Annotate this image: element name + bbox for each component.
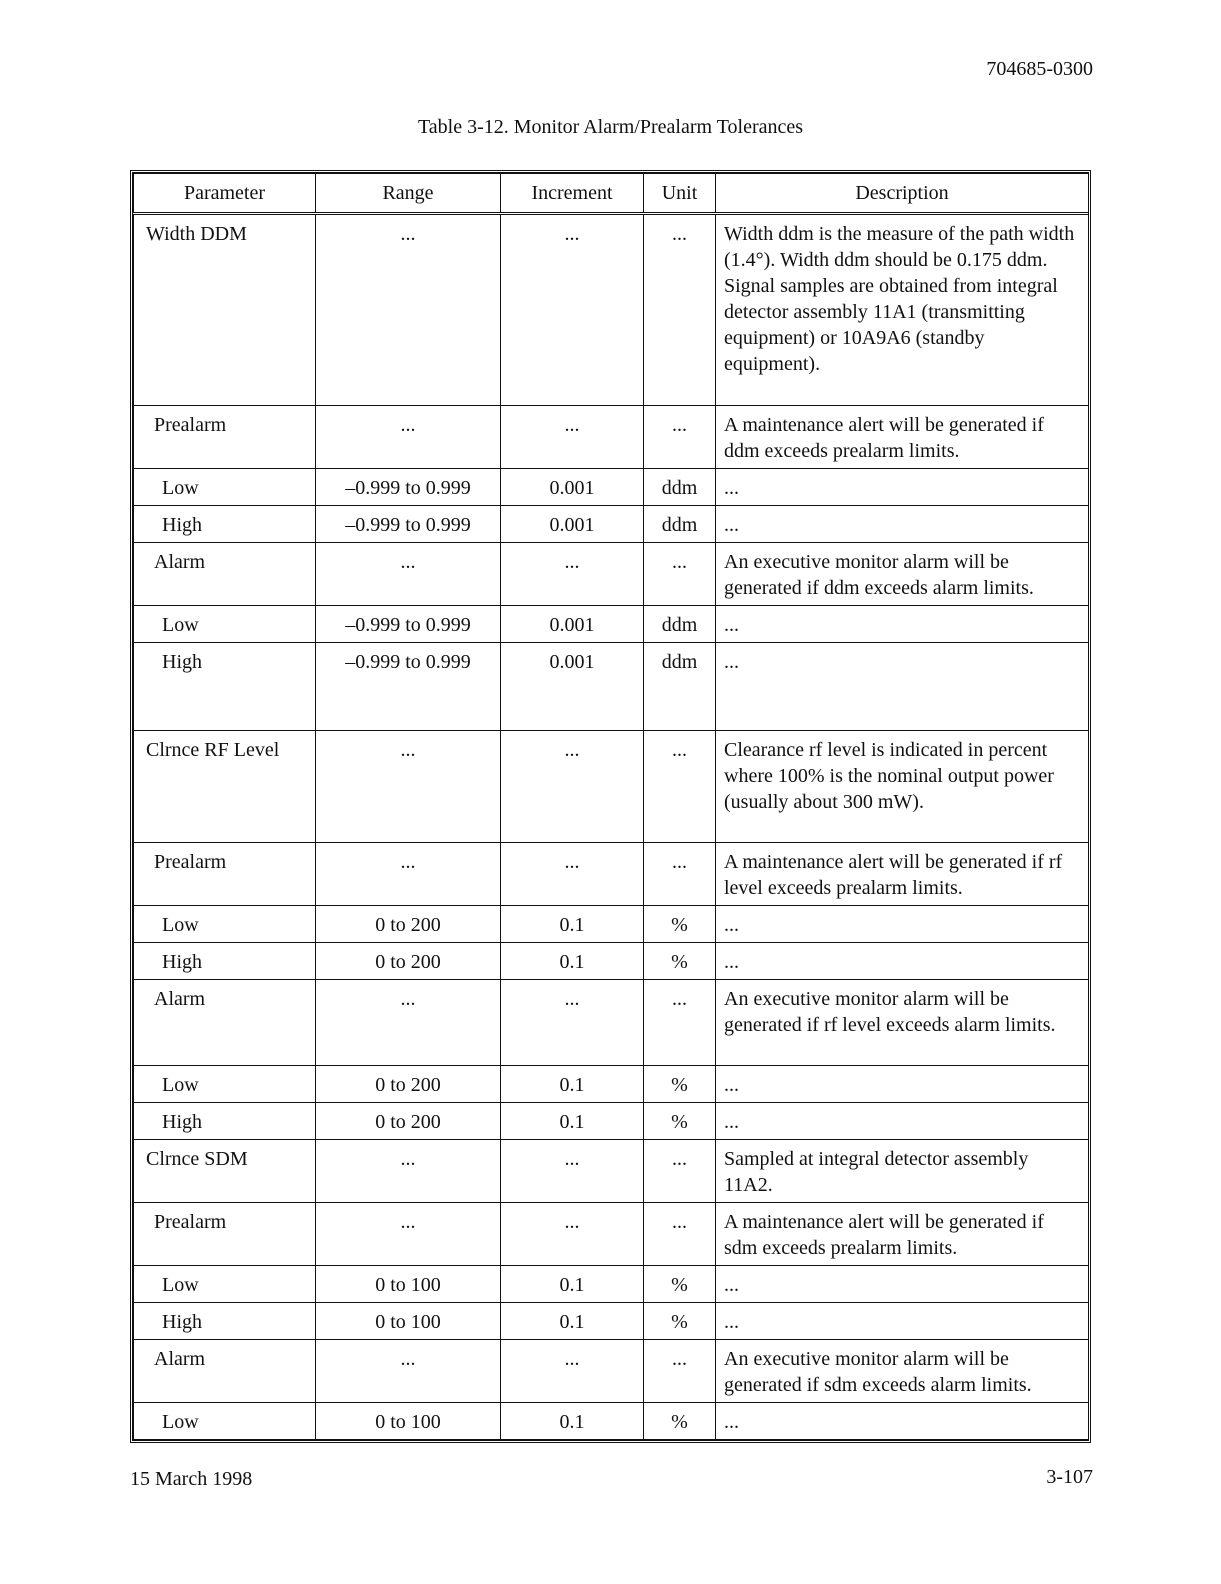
cell-unit: ... bbox=[644, 1340, 716, 1403]
cell-unit: ... bbox=[644, 543, 716, 606]
cell-description: A maintenance alert will be generated if rf level exceeds prealarm limits. bbox=[716, 843, 1089, 906]
cell-unit: % bbox=[644, 1266, 716, 1303]
column-header-unit: Unit bbox=[644, 174, 716, 214]
table-row bbox=[134, 1340, 1089, 1403]
column-header-range: Range bbox=[316, 174, 501, 214]
cell-increment: ... bbox=[501, 214, 644, 406]
cell-unit: % bbox=[644, 1066, 716, 1103]
cell-increment: 0.1 bbox=[501, 1066, 644, 1103]
table-row bbox=[134, 1203, 1089, 1266]
cell-description: An executive monitor alarm will be generated if rf level exceeds alarm limits. bbox=[716, 980, 1089, 1066]
cell-range: ... bbox=[316, 1203, 501, 1266]
column-header-description: Description bbox=[716, 174, 1089, 214]
table-row bbox=[134, 606, 1089, 643]
table-header-row bbox=[134, 174, 1089, 214]
table-row bbox=[134, 214, 1089, 406]
cell-increment: ... bbox=[501, 980, 644, 1066]
cell-parameter: Clrnce RF Level bbox=[134, 731, 316, 843]
cell-description: A maintenance alert will be generated if ddm exceeds prealarm limits. bbox=[716, 406, 1089, 469]
cell-range: –0.999 to 0.999 bbox=[316, 469, 501, 506]
table-row bbox=[134, 1303, 1089, 1340]
cell-increment: ... bbox=[501, 406, 644, 469]
cell-parameter: High bbox=[134, 643, 316, 731]
cell-description: ... bbox=[716, 1403, 1089, 1440]
cell-description: ... bbox=[716, 1303, 1089, 1340]
cell-range: 0 to 200 bbox=[316, 943, 501, 980]
cell-increment: 0.1 bbox=[501, 1303, 644, 1340]
table-row bbox=[134, 943, 1089, 980]
cell-range: ... bbox=[316, 1140, 501, 1203]
cell-unit: ddm bbox=[644, 643, 716, 731]
cell-parameter: Prealarm bbox=[134, 1203, 316, 1266]
cell-increment: 0.001 bbox=[501, 469, 644, 506]
table-body bbox=[134, 214, 1089, 1440]
cell-increment: ... bbox=[501, 1340, 644, 1403]
cell-parameter: High bbox=[134, 943, 316, 980]
cell-parameter: Alarm bbox=[134, 980, 316, 1066]
cell-description: ... bbox=[716, 506, 1089, 543]
cell-unit: % bbox=[644, 943, 716, 980]
cell-parameter: Low bbox=[134, 1266, 316, 1303]
table-row bbox=[134, 843, 1089, 906]
cell-increment: 0.001 bbox=[501, 606, 644, 643]
cell-description: ... bbox=[716, 643, 1089, 731]
table-row bbox=[134, 1266, 1089, 1303]
cell-description: ... bbox=[716, 469, 1089, 506]
cell-parameter: Low bbox=[134, 906, 316, 943]
cell-description: An executive monitor alarm will be generated if ddm exceeds alarm limits. bbox=[716, 543, 1089, 606]
cell-description: An executive monitor alarm will be generated if sdm exceeds alarm limits. bbox=[716, 1340, 1089, 1403]
cell-increment: ... bbox=[501, 1140, 644, 1203]
table-row bbox=[134, 980, 1089, 1066]
cell-description: ... bbox=[716, 1103, 1089, 1140]
cell-increment: ... bbox=[501, 1203, 644, 1266]
cell-unit: % bbox=[644, 1303, 716, 1340]
cell-unit: ... bbox=[644, 980, 716, 1066]
cell-range: ... bbox=[316, 980, 501, 1066]
cell-increment: 0.1 bbox=[501, 1403, 644, 1440]
table-title: Table 3-12. Monitor Alarm/Prealarm Tolerances bbox=[417, 116, 804, 138]
cell-range: ... bbox=[316, 214, 501, 406]
cell-increment: 0.1 bbox=[501, 943, 644, 980]
cell-range: ... bbox=[316, 843, 501, 906]
cell-increment: ... bbox=[501, 731, 644, 843]
cell-increment: 0.1 bbox=[501, 1103, 644, 1140]
cell-increment: ... bbox=[501, 543, 644, 606]
cell-range: ... bbox=[316, 731, 501, 843]
table-row bbox=[134, 469, 1089, 506]
cell-description: Sampled at integral detector assembly 11A2. bbox=[716, 1140, 1089, 1203]
cell-unit: % bbox=[644, 1103, 716, 1140]
cell-range: ... bbox=[316, 1340, 501, 1403]
cell-parameter: Alarm bbox=[134, 543, 316, 606]
cell-unit: ddm bbox=[644, 506, 716, 543]
tolerances-table bbox=[133, 173, 1089, 1440]
cell-range: 0 to 200 bbox=[316, 1103, 501, 1140]
cell-unit: % bbox=[644, 1403, 716, 1440]
column-header-increment: Increment bbox=[501, 174, 644, 214]
cell-unit: ... bbox=[644, 1203, 716, 1266]
cell-increment: 0.001 bbox=[501, 643, 644, 731]
table-row bbox=[134, 906, 1089, 943]
cell-parameter: High bbox=[134, 1303, 316, 1340]
table-row bbox=[134, 543, 1089, 606]
cell-description: ... bbox=[716, 906, 1089, 943]
cell-description: ... bbox=[716, 1066, 1089, 1103]
cell-parameter: Prealarm bbox=[134, 843, 316, 906]
cell-unit: % bbox=[644, 906, 716, 943]
cell-unit: ddm bbox=[644, 606, 716, 643]
cell-unit: ... bbox=[644, 843, 716, 906]
cell-range: 0 to 200 bbox=[316, 1066, 501, 1103]
table-row bbox=[134, 643, 1089, 731]
cell-parameter: Alarm bbox=[134, 1340, 316, 1403]
cell-parameter: Prealarm bbox=[134, 406, 316, 469]
cell-description: A maintenance alert will be generated if sdm exceeds prealarm limits. bbox=[716, 1203, 1089, 1266]
table-row bbox=[134, 406, 1089, 469]
tolerances-table-frame bbox=[130, 170, 1091, 1443]
cell-parameter: Clrnce SDM bbox=[134, 1140, 316, 1203]
cell-range: –0.999 to 0.999 bbox=[316, 643, 501, 731]
cell-parameter: High bbox=[134, 1103, 316, 1140]
cell-parameter: Low bbox=[134, 469, 316, 506]
cell-range: 0 to 100 bbox=[316, 1266, 501, 1303]
cell-description: Clearance rf level is indicated in percent where 100% is the nominal output power (usually about 300 mW). bbox=[716, 731, 1089, 843]
cell-description: ... bbox=[716, 1266, 1089, 1303]
table-row bbox=[134, 1066, 1089, 1103]
cell-range: 0 to 100 bbox=[316, 1403, 501, 1440]
cell-description: ... bbox=[716, 943, 1089, 980]
cell-range: 0 to 100 bbox=[316, 1303, 501, 1340]
table-row bbox=[134, 506, 1089, 543]
table-row bbox=[134, 1403, 1089, 1440]
table-row bbox=[134, 1103, 1089, 1140]
cell-parameter: Low bbox=[134, 1066, 316, 1103]
cell-increment: 0.1 bbox=[501, 906, 644, 943]
cell-increment: 0.1 bbox=[501, 1266, 644, 1303]
cell-unit: ... bbox=[644, 406, 716, 469]
page-number: 3-107 bbox=[1046, 1466, 1093, 1488]
cell-increment: 0.001 bbox=[501, 506, 644, 543]
cell-parameter: High bbox=[134, 506, 316, 543]
column-header-parameter: Parameter bbox=[134, 174, 316, 214]
cell-unit: ... bbox=[644, 731, 716, 843]
cell-range: 0 to 200 bbox=[316, 906, 501, 943]
cell-parameter: Width DDM bbox=[134, 214, 316, 406]
cell-parameter: Low bbox=[134, 606, 316, 643]
table-row bbox=[134, 731, 1089, 843]
cell-unit: ... bbox=[644, 214, 716, 406]
table-row bbox=[134, 1140, 1089, 1203]
cell-description: Width ddm is the measure of the path width (1.4°). Width ddm should be 0.175 ddm. Signal samples are obtained from integral detector assembly 11A1 (transmitting equipment) or 10A9A6 (standby equipment). bbox=[716, 214, 1089, 406]
cell-range: –0.999 to 0.999 bbox=[316, 506, 501, 543]
cell-range: ... bbox=[316, 406, 501, 469]
cell-parameter: Low bbox=[134, 1403, 316, 1440]
cell-unit: ddm bbox=[644, 469, 716, 506]
cell-unit: ... bbox=[644, 1140, 716, 1203]
cell-increment: ... bbox=[501, 843, 644, 906]
cell-description: ... bbox=[716, 606, 1089, 643]
cell-range: –0.999 to 0.999 bbox=[316, 606, 501, 643]
footer-date: 15 March 1998 bbox=[130, 1468, 253, 1490]
document-number: 704685-0300 bbox=[986, 58, 1093, 80]
cell-range: ... bbox=[316, 543, 501, 606]
